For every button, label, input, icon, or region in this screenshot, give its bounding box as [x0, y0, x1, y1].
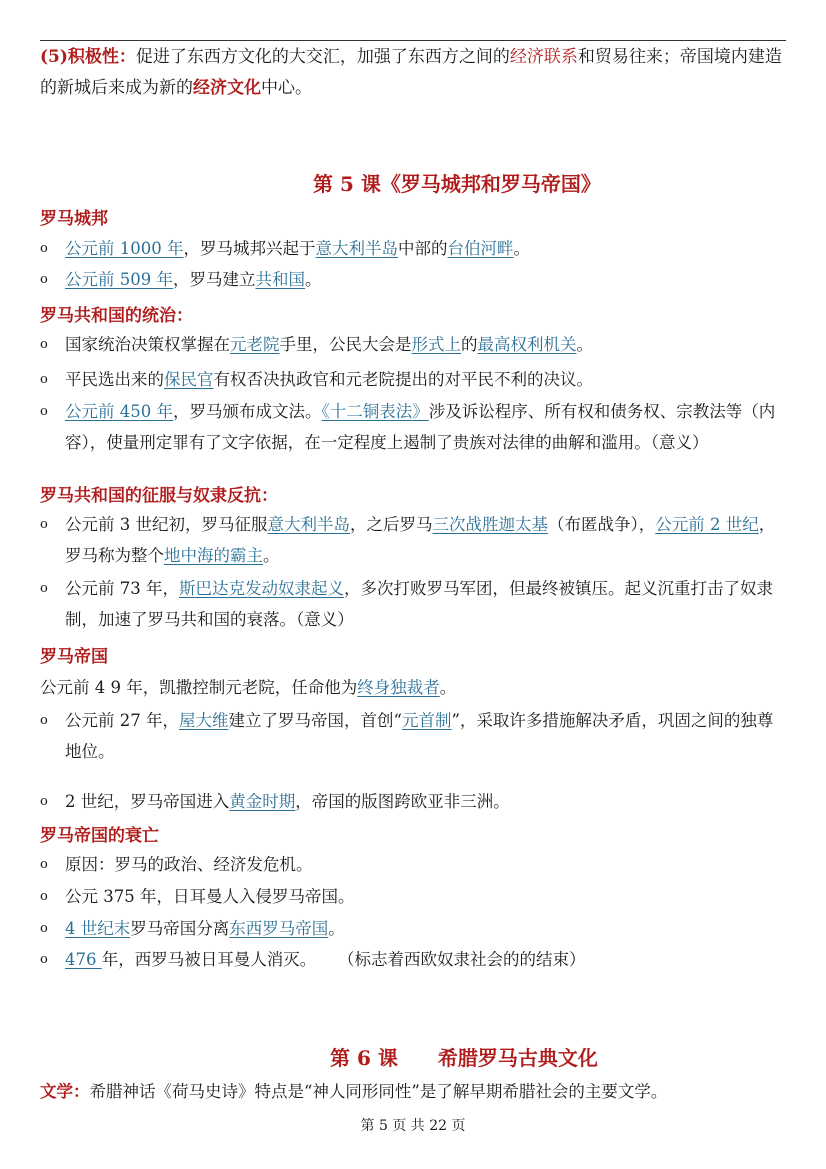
keyword-link[interactable]: 东西罗马帝国 [229, 919, 329, 938]
section-republic-rule: 罗马共和国的统治： [40, 306, 193, 326]
bullet-icon: o [40, 921, 48, 936]
bullet-icon: o [40, 517, 48, 532]
bullet-icon: o [40, 337, 48, 352]
lesson-5-title: 第 5 课《罗马城邦和罗马帝国》 [313, 172, 601, 196]
list-item: o 平民选出来的保民官有权否决执政官和元老院提出的对平民不利的决议。 [40, 364, 786, 395]
literature-label: 文学： [40, 1082, 90, 1101]
list-item: o 公元前 27 年，屋大维建立了罗马帝国，首创“元首制”，采取许多措施解决矛盾，巩固之间的独尊地位。 [40, 705, 786, 767]
list-item: o 国家统治决策权掌握在元老院手里，公民大会是形式上的最高权利机关。 [40, 329, 786, 360]
bullet-icon: o [40, 581, 48, 596]
keyword-link[interactable]: 元老院 [230, 335, 280, 354]
highlight-term: 经济联系 [509, 47, 578, 67]
list-item: o 公元前 509 年，罗马建立共和国。 [40, 264, 786, 295]
section-empire-decline: 罗马帝国的衰亡 [40, 826, 159, 846]
highlight-term: 经济文化 [193, 78, 261, 98]
lesson-6-paragraph: 文学：希腊神话《荷马史诗》特点是“神人同形同性”是了解早期希腊社会的主要文学。 [40, 1082, 668, 1101]
page-footer: 第 5 页 共 22 页 [360, 1118, 466, 1134]
keyword-link[interactable]: 终身独裁者 [357, 678, 440, 697]
keyword-link[interactable]: 意大利半岛 [267, 515, 350, 534]
keyword-link[interactable]: 形式上 [411, 335, 461, 354]
bullet-icon: o [40, 372, 48, 387]
keyword-link[interactable]: 地中海的霸主 [164, 546, 263, 565]
keyword-link[interactable]: 公元前 509 年 [65, 270, 173, 289]
keyword-link[interactable]: 元首制 [401, 711, 452, 730]
bullet-icon: o [40, 241, 48, 256]
keyword-link[interactable]: 斯巴达克发动奴隶起义 [179, 579, 344, 598]
bullet-icon: o [40, 889, 48, 904]
intro-paragraph: (5)积极性：促进了东西方文化的大交汇，加强了东西方之间的经济联系和贸易往来；帝国境内建造的新城后来成为新的经济文化中心。 [40, 47, 782, 98]
list-item: o 2 世纪，罗马帝国进入黄金时期，帝国的版图跨欧亚非三洲。 [40, 786, 786, 817]
keyword-link[interactable]: 最高权利机关 [477, 335, 577, 354]
keyword-link[interactable]: 三次战胜迦太基 [432, 515, 548, 534]
list-item: o 476 年，西罗马被日耳曼人消灭。 （标志着西欧奴隶社会的的结束） [40, 944, 786, 975]
top-rule [40, 40, 786, 41]
list-item: o 公元前 1000 年，罗马城邦兴起于意大利半岛中部的台伯河畔。 [40, 233, 786, 264]
keyword-link[interactable]: 公元前 1000 年 [65, 239, 184, 258]
section-roman-city-state: 罗马城邦 [40, 209, 108, 229]
keyword-link[interactable]: 《十二铜表法》 [321, 402, 429, 421]
bullet-icon: o [40, 404, 48, 419]
keyword-link[interactable]: 4 世纪末 [65, 919, 131, 938]
keyword-link[interactable]: 公元前 2 世纪 [655, 515, 759, 534]
section-roman-empire: 罗马帝国 [40, 647, 108, 667]
keyword-link[interactable]: 476 [65, 950, 102, 969]
list-item: o 公元前 3 世纪初，罗马征服意大利半岛，之后罗马三次战胜迦太基（布匿战争），公元前 2 世纪，罗马称为整个地中海的霸主。 [40, 509, 786, 571]
bullet-icon: o [40, 272, 48, 287]
keyword-link[interactable]: 共和国 [255, 270, 305, 289]
list-item: o 4 世纪末罗马帝国分离东西罗马帝国。 [40, 913, 786, 944]
bullet-icon: o [40, 713, 48, 728]
keyword-link[interactable]: 台伯河畔 [447, 239, 514, 258]
list-item: o 公元前 450 年，罗马颁布成文法。《十二铜表法》涉及诉讼程序、所有权和债务权、宗教法等（内容），使量刑定罪有了文字依据，在一定程度上遏制了贵族对法律的曲解和滥用。（意义） [40, 396, 786, 458]
keyword-link[interactable]: 保民官 [164, 370, 214, 389]
bullet-icon: o [40, 794, 48, 809]
keyword-link[interactable]: 黄金时期 [229, 792, 296, 811]
empire-paragraph: 公元前 4 9 年，凯撒控制元老院，任命他为终身独裁者。 [40, 678, 457, 697]
keyword-link[interactable]: 屋大维 [179, 711, 229, 730]
bullet-icon: o [40, 857, 48, 872]
keyword-link[interactable]: 公元前 450 年 [65, 402, 173, 421]
list-item: o 公元前 73 年，斯巴达克发动奴隶起义，多次打败罗马军团，但最终被镇压。起义沉重打击了奴隶制，加速了罗马共和国的衰落。（意义） [40, 573, 786, 635]
bullet-icon: o [40, 952, 48, 967]
keyword-link[interactable]: 意大利半岛 [315, 239, 398, 258]
lesson-6-title: 第 6 课 希腊罗马古典文化 [330, 1046, 598, 1070]
list-item: o 原因：罗马的政治、经济发危机。 [40, 849, 786, 880]
intro-label: (5)积极性： [40, 47, 136, 67]
section-conquest-revolt: 罗马共和国的征服与奴隶反抗： [40, 486, 278, 506]
list-item: o 公元 375 年，日耳曼人入侵罗马帝国。 [40, 881, 786, 912]
